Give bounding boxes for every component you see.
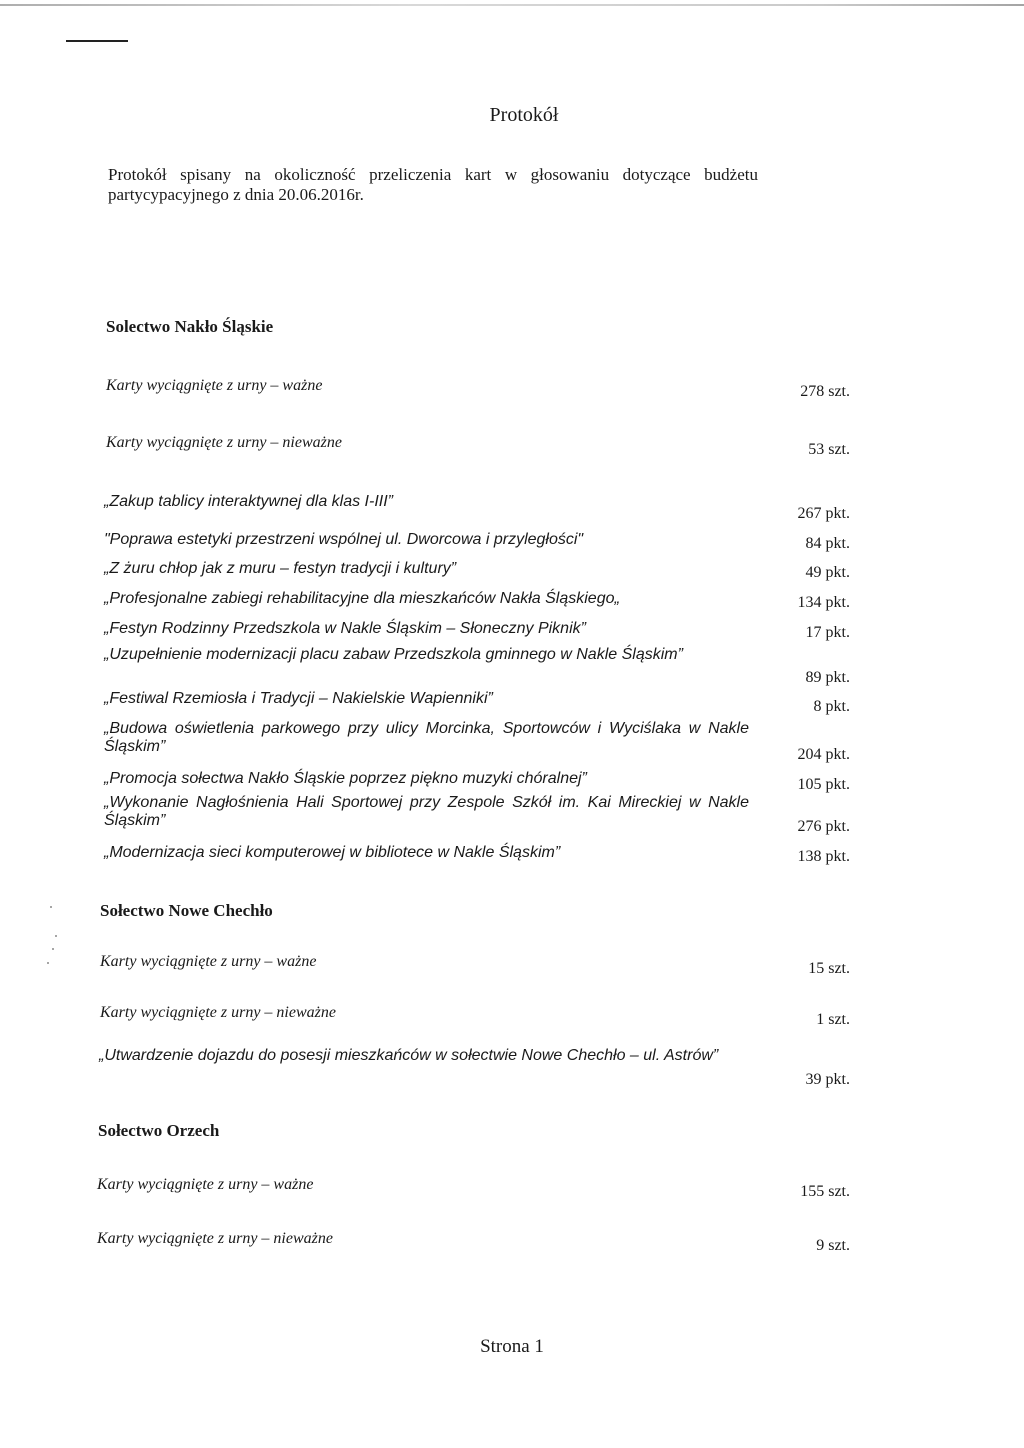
project-points: 276 pkt. xyxy=(797,818,850,835)
cards-valid-label: Karty wyciągnięte z urny – ważne xyxy=(97,1176,314,1193)
cards-invalid-value: 9 szt. xyxy=(816,1237,850,1254)
project-points: 8 pkt. xyxy=(813,698,850,715)
project-label: „Budowa oświetlenia parkowego przy ulicy Morcinka, Sportowców i Wyciślaka w Nakle Śląskim” xyxy=(104,720,749,755)
cards-valid-value: 15 szt. xyxy=(808,960,850,977)
cards-invalid-value: 1 szt. xyxy=(816,1011,850,1028)
project-label: „Utwardzenie dojazdu do posesji mieszkańców w sołectwie Nowe Chechło – ul. Astrów” xyxy=(99,1047,719,1064)
project-label: "Poprawa estetyki przestrzeni wspólnej ul. Dworcowa i przyległości" xyxy=(104,531,584,548)
scan-speck xyxy=(47,962,49,964)
scan-top-edge xyxy=(0,4,1024,6)
project-points: 204 pkt. xyxy=(797,746,850,763)
project-label: „Uzupełnienie modernizacji placu zabaw Przedszkola gminnego w Nakle Śląskim” xyxy=(104,646,683,663)
cards-invalid-label: Karty wyciągnięte z urny – nieważne xyxy=(106,434,342,451)
project-label: „Promocja sołectwa Nakło Śląskie poprzez piękno muzyki chóralnej” xyxy=(104,770,587,787)
scan-speck xyxy=(55,935,57,937)
project-label: „Profesjonalne zabiegi rehabilitacyjne dla mieszkańców Nakła Śląskiego„ xyxy=(104,590,620,607)
project-points: 138 pkt. xyxy=(797,848,850,865)
project-label: „Zakup tablicy interaktywnej dla klas I-III” xyxy=(104,493,393,510)
cards-valid-value: 278 szt. xyxy=(800,383,850,400)
scan-margin-mark xyxy=(66,40,128,42)
project-label: „Modernizacja sieci komputerowej w bibliotece w Nakle Śląskim” xyxy=(104,844,561,861)
scan-speck xyxy=(50,906,52,908)
cards-invalid-label: Karty wyciągnięte z urny – nieważne xyxy=(100,1004,336,1021)
intro-paragraph: Protokół spisany na okoliczność przeliczenia kart w głosowaniu dotyczące budżetu partycypacyjnego z dnia 20.06.2016r. xyxy=(108,165,758,204)
page-title: Protokół xyxy=(489,104,559,126)
project-label: „Festyn Rodzinny Przedszkola w Nakle Śląskim – Słoneczny Piknik” xyxy=(104,620,586,637)
cards-invalid-value: 53 szt. xyxy=(808,441,850,458)
project-points: 17 pkt. xyxy=(805,624,850,641)
project-label: „Festiwal Rzemiosła i Tradycji – Nakielskie Wapienniki” xyxy=(104,690,493,707)
project-label: „Z żuru chłop jak z muru – festyn tradycji i kultury” xyxy=(104,560,457,577)
section-heading-orzech: Sołectwo Orzech xyxy=(98,1121,220,1140)
project-points: 39 pkt. xyxy=(805,1071,850,1088)
project-points: 89 pkt. xyxy=(805,669,850,686)
scan-speck xyxy=(52,948,54,950)
project-points: 84 pkt. xyxy=(805,535,850,552)
cards-invalid-label: Karty wyciągnięte z urny – nieważne xyxy=(97,1230,333,1247)
cards-valid-label: Karty wyciągnięte z urny – ważne xyxy=(106,377,323,394)
project-label: „Wykonanie Nagłośnienia Hali Sportowej przy Zespole Szkół im. Kai Mireckiej w Nakle Śląskim” xyxy=(104,794,749,829)
cards-valid-label: Karty wyciągnięte z urny – ważne xyxy=(100,953,317,970)
page-number-footer: Strona 1 xyxy=(480,1336,544,1357)
project-points: 134 pkt. xyxy=(797,594,850,611)
section-heading-naklo: Solectwo Nakło Śląskie xyxy=(106,317,274,336)
cards-valid-value: 155 szt. xyxy=(800,1183,850,1200)
project-points: 267 pkt. xyxy=(797,505,850,522)
project-points: 49 pkt. xyxy=(805,564,850,581)
project-points: 105 pkt. xyxy=(797,776,850,793)
section-heading-nowe-chechlo: Sołectwo Nowe Chechło xyxy=(100,901,273,920)
